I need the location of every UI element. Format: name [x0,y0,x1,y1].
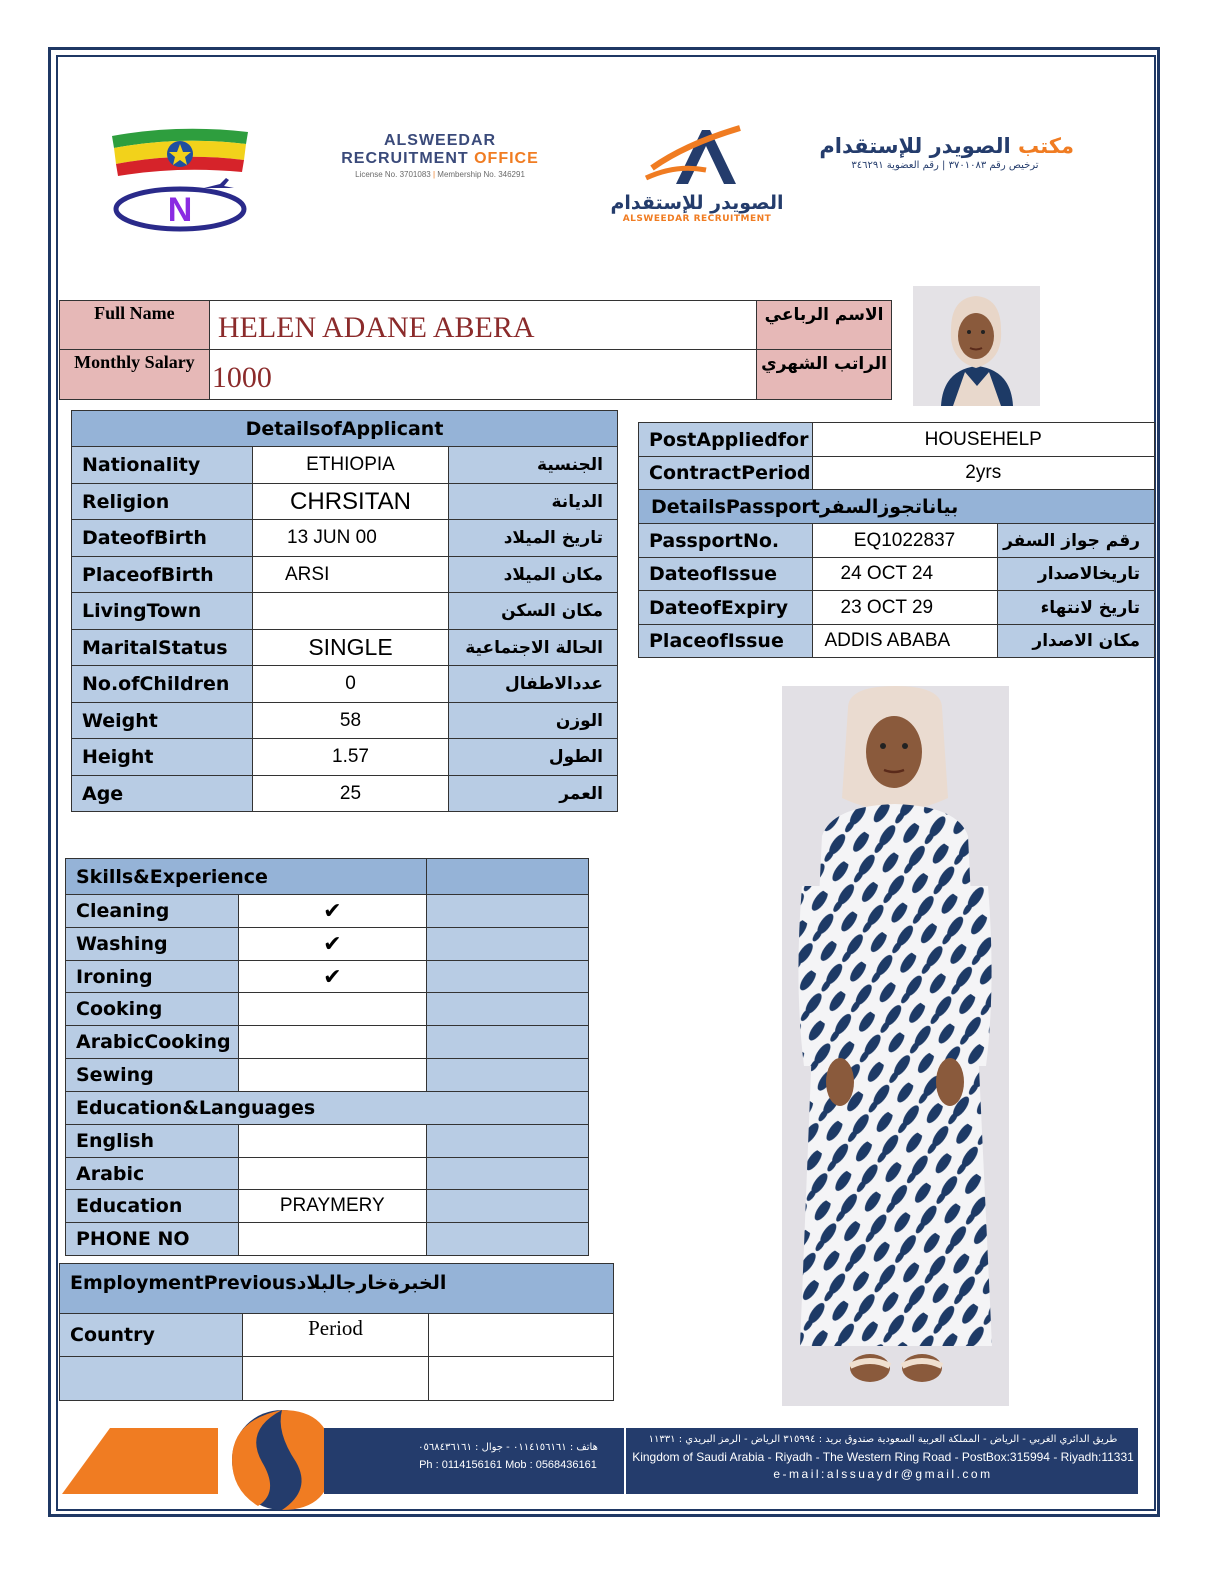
right-title-b: الصويدر للإستقدام [819,134,1011,158]
passport-title [639,490,1155,524]
passport-row-value: 23 OCT 29 [812,591,997,625]
row-ar: الطول [449,739,618,776]
skill-check: ✔ [238,928,426,961]
membership-text: Membership No. 346291 [437,170,525,179]
country-label: Country [60,1314,243,1357]
row-value [253,593,449,630]
edu-value [238,1125,426,1158]
salary-value: 1000 [209,350,756,400]
footer-contact [392,1428,626,1494]
passport-row-label: PlaceofIssue [639,625,813,658]
row-label: MaritalStatus [72,630,253,666]
footer-address-en: Kingdom of Saudi Arabia - Riyadh - The Western Ring Road - PostBox:315994 - Riyadh:11331 [632,1450,1134,1464]
edu-label: Education [66,1190,239,1223]
brand-logo-en: ALSWEEDAR RECRUITMENT OFFICE License No. 3701083 | Membership No. 346291 [320,132,560,192]
employment-title [60,1264,614,1314]
footer-phone-en: Ph : 0114156161 Mob : 0568436161 [419,1459,597,1471]
passport-row-ar: تاريخالاصدار [997,558,1155,591]
row-label: PlaceofBirth [72,557,253,593]
center-logo-en: ALSWEEDAR RECRUITMENT [622,214,772,224]
skill-check: ✔ [238,961,426,993]
full-name-label: Full Name [60,301,210,350]
center-logo-ar: الصويدر للإستقدام [610,192,784,214]
passport-row-value: EQ1022837 [812,524,997,558]
salary-label: Monthly Salary [60,350,210,400]
edu-value: PRAYMERY [238,1190,426,1223]
employment-title-en: EmploymentPrevious [70,1272,297,1294]
license-text: License No. 3701083 [355,170,431,179]
passport-row-ar: تاريخ لانتهاء [997,591,1155,625]
employment-table [59,1263,614,1401]
footer-phone-ar: هاتف : ٠١١٤١٥٦١٦١ - جوال : ٠٥٦٨٤٣٦١٦١ [418,1442,598,1453]
right-title-a: مكتب [1017,134,1074,158]
svg-text:N: N [167,191,193,229]
row-value: 58 [253,703,449,739]
applicant-title: DetailsofApplicant [72,411,618,447]
row-ar: الحالة الاجتماعية [449,630,618,666]
row-label: Age [72,776,253,812]
salary-ar: الراتب الشهري [757,350,892,400]
row-label: DateofBirth [72,520,253,557]
row-ar: تاريخ الميلاد [449,520,618,557]
row-label: Nationality [72,447,253,484]
right-sub-ar: ترخيص رقم ٣٧٠١٠٨٣ | رقم العضوية ٣٤٦٢٩١ [851,160,1039,171]
name-table [59,300,892,400]
footer-graphic [62,1410,392,1510]
passport-row-label: DateofIssue [639,558,813,591]
passport-row-ar: مكان الاصدار [997,625,1155,658]
applicant-table [71,410,618,812]
passport-row-value: ADDIS ABABA [812,625,997,658]
right-logo-ar [816,134,1074,184]
passport-title-ar: بياناتجوزالسفر [819,495,959,518]
row-value: ARSI [253,557,449,593]
brand-line1: ALSWEEDAR [383,132,497,149]
row-ar: الجنسية [449,447,618,484]
education-title: Education&Languages [66,1092,589,1125]
full-name-value: HELEN ADANE ABERA [209,301,756,350]
skill-label: ArabicCooking [66,1026,239,1059]
footer-panel [392,1428,1138,1494]
skill-label: Washing [66,928,239,961]
edu-label: English [66,1125,239,1158]
skill-check: ✔ [238,895,426,928]
edu-label: Arabic [66,1158,239,1190]
row-label: No.ofChildren [72,666,253,703]
row-label: Height [72,739,253,776]
edu-label: PHONE NO [66,1223,239,1256]
full-body-photo [782,686,1009,1406]
passport-row-label: PassportNo. [639,524,813,558]
passport-row-label: DateofExpiry [639,591,813,625]
skill-label: Sewing [66,1059,239,1092]
footer-email: e-mail:alssuaydr@gmail.com [773,1467,993,1481]
portrait-photo [913,286,1040,406]
passport-title-en: DetailsPassport [651,495,820,518]
full-name-ar: الاسم الرباعي [757,301,892,350]
passport-row-ar: رقم جواز السفر [997,524,1155,558]
skill-label: Cleaning [66,895,239,928]
row-value: 1.57 [253,739,449,776]
skill-label: Cooking [66,993,239,1026]
row-ar: الديانة [449,484,618,520]
row-label: LivingTown [72,593,253,630]
row-value: 0 [253,666,449,703]
row-label: Religion [72,484,253,520]
footer-bar [62,1410,1138,1510]
skills-title: Skills&Experience [66,859,427,895]
contract-value: 2yrs [812,457,1155,490]
row-value: CHRSITAN [253,484,449,520]
row-ar: عددالاطفال [449,666,618,703]
brand-line2b: OFFICE [474,150,539,167]
row-label: Weight [72,703,253,739]
row-ar: الوزن [449,703,618,739]
edu-value [238,1223,426,1256]
brand-line2: RECRUITMENT [341,150,469,167]
ethiopia-flag-logo [108,124,253,234]
row-value: ETHIOPIA [253,447,449,484]
edu-value [238,1158,426,1190]
footer-address-ar: طريق الدائري الغربي - الرياض - المملكة العربية السعودية صندوق بريد : ٣١٥٩٩٤ الرياض - الرمز البريدي : ١١٣٣١ [648,1434,1118,1445]
contract-label: ContractPeriod [639,457,813,490]
footer-address [628,1428,1138,1494]
row-value: 13 JUN 00 [253,520,449,557]
post-table [638,422,1155,658]
employment-title-ar: الخبرةخارجالبلاد [296,1272,447,1294]
passport-row-value: 24 OCT 24 [812,558,997,591]
period-label: Period [243,1314,429,1357]
row-ar: العمر [449,776,618,812]
post-label: PostAppliedfor [639,423,813,457]
post-value: HOUSEHELP [812,423,1155,457]
row-value: 25 [253,776,449,812]
skill-label: Ironing [66,961,239,993]
row-ar: مكان الميلاد [449,557,618,593]
row-ar: مكان السكن [449,593,618,630]
center-logo [606,124,788,228]
skills-table [65,858,589,1256]
row-value: SINGLE [253,630,449,666]
